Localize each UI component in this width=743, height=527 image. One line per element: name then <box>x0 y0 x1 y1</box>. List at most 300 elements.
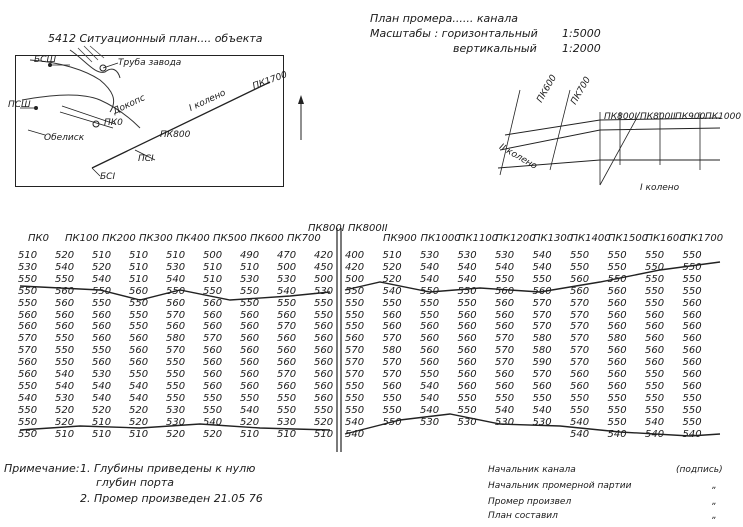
depth-cell: 550 <box>645 369 665 380</box>
depth-cell: 560 <box>129 357 149 369</box>
depth-cell: 550 <box>314 309 334 321</box>
depth-cell: 560 <box>382 309 402 321</box>
depth-cell: 450 <box>314 261 334 273</box>
depth-cell: 560 <box>645 333 665 345</box>
depth-cell: 470 <box>277 250 297 261</box>
grid-header-right: ПК1100 <box>458 233 499 244</box>
note-2: 2. Промер произведен 21.05 76 <box>80 492 263 505</box>
depth-cell: 550 <box>570 250 590 261</box>
depth-cell: 550 <box>645 404 665 416</box>
depth-cell: 510 <box>166 250 186 261</box>
depth-cell: 560 <box>314 321 334 333</box>
grid-header-right: ПК1400 <box>570 233 611 244</box>
depth-cell: 550 <box>682 392 702 404</box>
depth-cell: 560 <box>495 297 515 309</box>
contour-top <box>20 286 330 300</box>
sig-sign: (подпись) <box>676 465 723 475</box>
depth-cell: 550 <box>457 297 477 309</box>
depth-cell: 550 <box>570 392 590 404</box>
depth-cell: 560 <box>314 345 334 357</box>
depth-cell: 550 <box>382 392 402 404</box>
depth-cell: 560 <box>607 357 627 369</box>
depth-cell: 570 <box>570 297 590 309</box>
depth-cell: 570 <box>570 321 590 333</box>
label-dock: Докопс <box>111 93 147 117</box>
bend-pk600: ПК600 <box>535 73 560 105</box>
depth-cell: 560 <box>495 369 515 380</box>
depth-cell: 560 <box>240 333 260 345</box>
depth-cell: 550 <box>18 285 38 297</box>
depth-cell: 550 <box>570 261 590 273</box>
depth-cell: 520 <box>92 261 112 273</box>
depth-cell: 510 <box>92 250 112 261</box>
depth-cell: 520 <box>382 273 402 285</box>
depth-cell: 550 <box>645 380 665 392</box>
depth-cell: 550 <box>55 333 75 345</box>
depth-cell: 540 <box>457 273 477 285</box>
depth-cell: 510 <box>129 261 149 273</box>
depth-cell: 500 <box>203 250 223 261</box>
depth-cell: 520 <box>203 428 223 440</box>
depth-cell: 570 <box>203 333 223 345</box>
depth-cell: 570 <box>166 345 186 357</box>
depth-cell: 550 <box>457 404 477 416</box>
depth-cell: 560 <box>240 357 260 369</box>
label-pk800: ПК800 <box>160 130 191 140</box>
depth-cell: 530 <box>532 416 552 428</box>
depth-cell: 540 <box>92 273 112 285</box>
depth-cell: 540 <box>420 392 440 404</box>
depth-cell: 570 <box>495 333 515 345</box>
depth-cell: 510 <box>92 416 112 428</box>
depth-cell: 550 <box>92 285 112 297</box>
depth-cell: 560 <box>420 357 440 369</box>
depth-cell: 560 <box>166 297 186 309</box>
depth-cell: 550 <box>129 369 149 380</box>
depth-cell: 560 <box>570 380 590 392</box>
depth-cell: 550 <box>457 285 477 297</box>
depth-cell: 540 <box>55 261 75 273</box>
depth-cell: 550 <box>345 380 365 392</box>
depth-cell: 530 <box>240 273 260 285</box>
depth-cell: 510 <box>203 261 223 273</box>
depth-cell: 510 <box>240 261 260 273</box>
depth-cell: 540 <box>18 392 38 404</box>
depth-cell: 510 <box>277 428 297 440</box>
depth-cell: 550 <box>420 297 440 309</box>
grid-header-left: ПК300 <box>139 233 173 244</box>
depth-cell: 560 <box>240 309 260 321</box>
depth-cell: 530 <box>314 285 334 297</box>
depth-cell: 550 <box>345 285 365 297</box>
depth-cell: 520 <box>129 416 149 428</box>
depth-cell: 560 <box>457 321 477 333</box>
depth-cell: 560 <box>682 309 702 321</box>
depth-cell: 510 <box>55 428 75 440</box>
depth-cell: 550 <box>18 380 38 392</box>
depth-cell: 560 <box>18 369 38 380</box>
depth-cell: 550 <box>457 392 477 404</box>
depth-cell: 560 <box>420 345 440 357</box>
label-obelisk: Обелиск <box>44 133 85 143</box>
depth-cell: 540 <box>129 380 149 392</box>
depth-cell: 550 <box>18 416 38 428</box>
depth-cell: 570 <box>277 321 297 333</box>
label-pk1700: ПК1700 <box>251 70 289 92</box>
grid-header-right: ПК1200 <box>495 233 536 244</box>
depth-cell: 570 <box>18 345 38 357</box>
bend-label-2: II колено <box>497 142 539 172</box>
depth-cell: 560 <box>18 357 38 369</box>
depth-cell: 560 <box>314 380 334 392</box>
depth-cell: 540 <box>420 273 440 285</box>
depth-cell: 560 <box>55 285 75 297</box>
depth-cell: 560 <box>607 321 627 333</box>
depth-cell: 510 <box>129 273 149 285</box>
depth-cell: 550 <box>382 404 402 416</box>
depth-cell: 550 <box>277 297 297 309</box>
scale-horizontal: 1:5000 <box>562 27 601 40</box>
depth-cell: 570 <box>345 357 365 369</box>
depth-cell: 560 <box>166 321 186 333</box>
depth-cell: 570 <box>382 369 402 380</box>
depth-cell: 510 <box>314 428 334 440</box>
depth-cell: 550 <box>345 297 365 309</box>
depth-cell: 510 <box>129 428 149 440</box>
depth-cell: 550 <box>203 404 223 416</box>
depth-cell: 560 <box>420 321 440 333</box>
depth-cell: 560 <box>277 345 297 357</box>
depth-cell: 560 <box>18 309 38 321</box>
depth-cell: 550 <box>645 285 665 297</box>
depth-cell: 530 <box>457 416 477 428</box>
depth-cell: 560 <box>682 369 702 380</box>
depth-cell: 510 <box>18 250 38 261</box>
sig-made: План составил <box>488 511 558 521</box>
depth-cell: 560 <box>92 321 112 333</box>
depth-cell: 420 <box>314 250 334 261</box>
label-pk0: ПК0 <box>104 118 123 128</box>
depth-cell: 530 <box>495 250 515 261</box>
depth-cell: 550 <box>240 392 260 404</box>
label-bend1-site: I колено <box>187 88 228 114</box>
depth-cell: 560 <box>277 309 297 321</box>
depth-cell: 590 <box>532 357 552 369</box>
depth-cell: 560 <box>382 380 402 392</box>
depth-cell: 550 <box>345 309 365 321</box>
depth-cell: 540 <box>166 273 186 285</box>
note-1a: 1. Глубины приведены к нулю <box>80 462 256 475</box>
depth-cell: 570 <box>495 357 515 369</box>
depth-cell: 530 <box>420 416 440 428</box>
depth-cell: 550 <box>55 357 75 369</box>
depth-cell: 550 <box>420 285 440 297</box>
depth-cell: 560 <box>457 333 477 345</box>
depth-cell: 560 <box>203 297 223 309</box>
depth-cell: 550 <box>607 392 627 404</box>
depth-cell: 560 <box>420 333 440 345</box>
depth-cell: 530 <box>277 416 297 428</box>
depth-cell: 570 <box>382 357 402 369</box>
depth-cell: 560 <box>345 333 365 345</box>
depth-cell: 540 <box>495 404 515 416</box>
depth-cell: 560 <box>382 321 402 333</box>
depth-cell: 540 <box>532 261 552 273</box>
sig-ditto-3: „ <box>712 511 717 521</box>
label-pipe: Труба завода <box>118 58 182 68</box>
depth-cell: 560 <box>607 380 627 392</box>
depth-cell: 550 <box>532 273 552 285</box>
bend-pk900: ПК900 <box>675 112 706 122</box>
depth-cell: 550 <box>645 273 665 285</box>
note-1b: глубин порта <box>96 476 174 489</box>
depth-cell: 550 <box>532 392 552 404</box>
grid-header-mid: ПК800II <box>348 223 388 234</box>
depth-cell: 560 <box>277 357 297 369</box>
label-bs1: БСI <box>100 172 116 182</box>
depth-cell: 560 <box>277 380 297 392</box>
depth-cell: 550 <box>277 392 297 404</box>
depth-cell: 560 <box>457 357 477 369</box>
depth-cell: 550 <box>645 297 665 309</box>
depth-cell: 560 <box>570 273 590 285</box>
depth-cell: 560 <box>607 369 627 380</box>
scales-label: Масштабы : горизонтальный <box>370 27 538 40</box>
depth-cell: 550 <box>92 297 112 309</box>
depth-cell: 560 <box>314 392 334 404</box>
depth-cell: 490 <box>240 250 260 261</box>
depth-cell: 540 <box>345 428 365 440</box>
depth-cell: 530 <box>277 273 297 285</box>
depth-cell: 510 <box>129 250 149 261</box>
depth-cell: 540 <box>570 416 590 428</box>
depth-cell: 570 <box>382 333 402 345</box>
depth-cell: 540 <box>240 404 260 416</box>
depth-cell: 570 <box>532 369 552 380</box>
depth-cell: 520 <box>240 416 260 428</box>
depth-cell: 560 <box>55 297 75 309</box>
depth-cell: 540 <box>607 428 627 440</box>
depth-cell: 520 <box>55 250 75 261</box>
sig-done: Промер произвел <box>488 497 572 507</box>
depth-cell: 560 <box>314 357 334 369</box>
depth-cell: 540 <box>55 380 75 392</box>
depth-cell: 540 <box>420 404 440 416</box>
depth-cell: 560 <box>203 321 223 333</box>
depth-cell: 570 <box>18 333 38 345</box>
sig-ditto-2: „ <box>712 497 717 507</box>
depth-cell: 560 <box>203 357 223 369</box>
depth-cell: 560 <box>682 380 702 392</box>
sig-chief: Начальник промерной партии <box>488 481 632 491</box>
depth-cell: 400 <box>345 250 365 261</box>
depth-cell: 550 <box>495 273 515 285</box>
depth-cell: 570 <box>570 309 590 321</box>
depth-cell: 560 <box>495 380 515 392</box>
depth-cell: 540 <box>682 428 702 440</box>
depth-cell: 560 <box>532 380 552 392</box>
depth-cell: 550 <box>240 297 260 309</box>
depth-cell: 560 <box>682 333 702 345</box>
depth-cell: 560 <box>240 321 260 333</box>
depth-cell: 550 <box>18 297 38 309</box>
depth-cell: 560 <box>92 333 112 345</box>
depth-cell: 550 <box>55 273 75 285</box>
scale-vertical: 1:2000 <box>562 42 601 55</box>
depth-cell: 550 <box>314 297 334 309</box>
depth-cell: 550 <box>345 404 365 416</box>
depth-cell: 520 <box>55 416 75 428</box>
depth-cell: 560 <box>203 309 223 321</box>
bend-pk800i: ПК800I <box>604 112 637 122</box>
depth-cell: 560 <box>682 297 702 309</box>
depth-cell: 560 <box>607 309 627 321</box>
depth-cell: 550 <box>18 404 38 416</box>
depth-cell: 560 <box>457 369 477 380</box>
depth-cell: 550 <box>203 392 223 404</box>
depth-cell: 550 <box>645 392 665 404</box>
depth-cell: 580 <box>532 333 552 345</box>
depth-cell: 560 <box>314 333 334 345</box>
label-ps1: ПСI <box>138 154 154 164</box>
grid-header-left: ПК600 <box>250 233 284 244</box>
depth-cell: 560 <box>645 309 665 321</box>
depth-cell: 550 <box>382 416 402 428</box>
depth-cell: 550 <box>92 345 112 357</box>
depth-cell: 550 <box>166 285 186 297</box>
depth-cell: 570 <box>532 297 552 309</box>
vertical-label: вертикальный <box>453 42 537 55</box>
depth-cell: 550 <box>345 321 365 333</box>
depth-cell: 580 <box>607 333 627 345</box>
depth-cell: 500 <box>314 273 334 285</box>
depth-cell: 550 <box>203 285 223 297</box>
depth-cell: 560 <box>18 321 38 333</box>
depth-cell: 560 <box>203 380 223 392</box>
depth-cell: 550 <box>345 392 365 404</box>
depth-cell: 560 <box>55 309 75 321</box>
depth-cell: 520 <box>382 261 402 273</box>
depth-cell: 550 <box>166 369 186 380</box>
depth-cell: 560 <box>607 285 627 297</box>
depth-cell: 580 <box>166 333 186 345</box>
depth-cell: 570 <box>570 333 590 345</box>
sig-head: Начальник канала <box>488 465 576 475</box>
depth-cell: 550 <box>682 250 702 261</box>
depth-cell: 540 <box>345 416 365 428</box>
depth-cell: 530 <box>457 250 477 261</box>
depth-cell: 560 <box>570 369 590 380</box>
depth-cell: 540 <box>420 261 440 273</box>
depth-cell: 540 <box>203 416 223 428</box>
depth-cell: 570 <box>532 309 552 321</box>
grid-header-left: ПК400 <box>176 233 210 244</box>
depth-cell: 540 <box>55 369 75 380</box>
depth-cell: 550 <box>645 250 665 261</box>
depth-cell: 530 <box>166 261 186 273</box>
depth-cell: 570 <box>166 309 186 321</box>
bend-pk700: ПК700 <box>569 75 594 107</box>
depth-cell: 560 <box>203 345 223 357</box>
depth-cell: 550 <box>607 250 627 261</box>
depth-cell: 560 <box>203 369 223 380</box>
grid-header-right: ПК1600 <box>645 233 686 244</box>
grid-header-left: ПК0 <box>28 233 49 244</box>
depth-cell: 560 <box>457 309 477 321</box>
grid-header-right: ПК1500 <box>608 233 649 244</box>
depth-cell: 540 <box>645 428 665 440</box>
depth-cell: 550 <box>166 357 186 369</box>
depth-cell: 560 <box>457 380 477 392</box>
depth-cell: 530 <box>18 261 38 273</box>
site-plan-title: 5412 Ситуационный план.... объекта <box>48 32 263 45</box>
depth-cell: 550 <box>240 285 260 297</box>
depth-cell: 530 <box>495 416 515 428</box>
depth-cell: 560 <box>129 333 149 345</box>
depth-cell: 570 <box>345 345 365 357</box>
depth-cell: 550 <box>166 392 186 404</box>
depth-cell: 550 <box>607 273 627 285</box>
grid-header-left: ПК500 <box>213 233 247 244</box>
depth-cell: 510 <box>240 428 260 440</box>
depth-cell: 560 <box>92 309 112 321</box>
depth-cell: 550 <box>607 261 627 273</box>
depth-cell: 560 <box>240 345 260 357</box>
depth-cell: 540 <box>495 261 515 273</box>
grid-header-right: ПК1300 <box>533 233 574 244</box>
depth-cell: 550 <box>420 309 440 321</box>
depth-cell: 550 <box>607 404 627 416</box>
depth-cell: 550 <box>570 404 590 416</box>
depth-cell: 540 <box>532 250 552 261</box>
grid-header-left: ПК700 <box>287 233 321 244</box>
depth-cell: 560 <box>495 309 515 321</box>
label-bs2: БСШ <box>34 55 57 65</box>
depth-cell: 550 <box>682 285 702 297</box>
depth-cell: 560 <box>457 345 477 357</box>
depth-cell: 560 <box>240 369 260 380</box>
depth-cell: 550 <box>682 416 702 428</box>
depth-cell: 550 <box>129 297 149 309</box>
depth-cell: 550 <box>495 392 515 404</box>
depth-cell: 580 <box>382 345 402 357</box>
depth-cell: 550 <box>420 369 440 380</box>
depth-cell: 570 <box>570 345 590 357</box>
depth-cell: 580 <box>532 345 552 357</box>
depth-cell: 540 <box>645 416 665 428</box>
depth-cell: 540 <box>532 404 552 416</box>
depth-cell: 560 <box>314 369 334 380</box>
depth-cell: 560 <box>55 321 75 333</box>
depth-cell: 530 <box>166 404 186 416</box>
depth-cell: 550 <box>129 321 149 333</box>
depth-cell: 550 <box>382 297 402 309</box>
depth-cell: 530 <box>420 250 440 261</box>
depth-cell: 560 <box>532 285 552 297</box>
depth-cell: 550 <box>18 428 38 440</box>
depth-cell: 540 <box>420 380 440 392</box>
depth-cell: 540 <box>129 392 149 404</box>
depth-cell: 550 <box>645 261 665 273</box>
grid-header-right: ПК900 <box>383 233 417 244</box>
depth-cell: 540 <box>92 380 112 392</box>
bend-pk800ii: ПК800II <box>640 112 676 122</box>
depth-cell: 560 <box>495 285 515 297</box>
label-ps2: ПСШ <box>8 100 31 110</box>
depth-cell: 560 <box>92 357 112 369</box>
depth-cell: 560 <box>645 321 665 333</box>
depth-cell: 560 <box>129 285 149 297</box>
